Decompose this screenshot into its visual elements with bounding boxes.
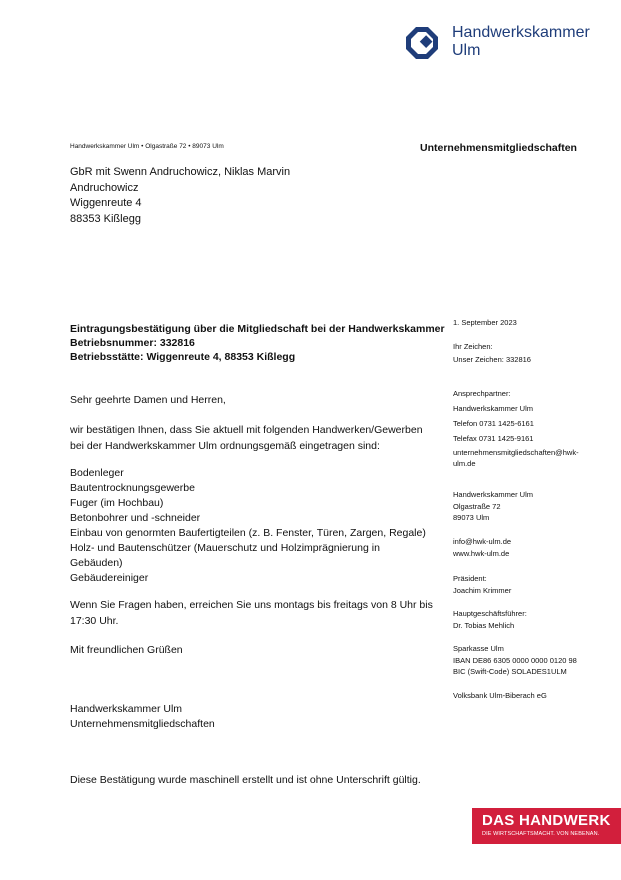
hwk-octagon-logo-icon	[406, 27, 438, 59]
organisation-logo-text	[452, 24, 590, 60]
subject-block	[70, 322, 445, 364]
logo-line-2: Ulm	[452, 42, 481, 59]
president-block	[453, 573, 613, 596]
subject-title: Eintragungsbestätigung über die Mitgliedschaft bei der Handwerkskammer	[70, 323, 445, 335]
recipient-line-1: GbR mit Swenn Andruchowicz, Niklas Marvin	[70, 166, 291, 178]
signature-organisation: Handwerkskammer Ulm	[70, 703, 183, 715]
trades-list	[70, 466, 435, 586]
business-number: Betriebsnummer: 332816	[70, 337, 195, 349]
address-street: Olgastraße 72	[453, 501, 501, 511]
address-city: 89073 Ulm	[453, 513, 490, 522]
general-email-link[interactable]: info@hwk-ulm.de	[453, 537, 512, 546]
trade-item: Einbau von genormten Baufertigteilen (z. B. Fenster, Türen, Zargen, Regale)	[70, 527, 426, 539]
closing: Mit freundlichen Grüßen	[70, 644, 183, 656]
trade-item: Betonbohrer und -schneider	[70, 512, 201, 524]
address-block	[453, 489, 613, 524]
contact-email-line-2: ulm.de	[453, 459, 476, 468]
website-link[interactable]: www.hwk-ulm.de	[453, 548, 510, 558]
das-handwerk-badge	[472, 808, 621, 844]
sender-address-line: Handwerkskammer Ulm • Olgastraße 72 • 89073 Ulm	[70, 143, 224, 150]
contact-fax: Telefax 0731 1425-9161	[453, 434, 534, 443]
contact-hours-paragraph: Wenn Sie Fragen haben, erreichen Sie uns montags bis freitags von 8 Uhr bis 17:30 Uhr.	[70, 599, 433, 627]
ceo-label: Hauptgeschäftsführer:	[453, 609, 527, 618]
trade-item: Gebäudereiniger	[70, 572, 149, 584]
intro-paragraph: wir bestätigen Ihnen, dass Sie aktuell mit folgenden Handwerken/Gewerben bei der Handwerkskammer Ulm ordnungsgemäß eingetragen sind:	[70, 424, 423, 452]
bank-name: Sparkasse Ulm	[453, 644, 504, 653]
letter-date: 1. September 2023	[453, 318, 517, 327]
recipient-line-2: Andruchowicz	[70, 181, 139, 194]
recipient-line-4: 88353 Kißlegg	[70, 212, 141, 225]
logo-line-1: Handwerkskammer	[452, 24, 590, 41]
address-organisation: Handwerkskammer Ulm	[453, 490, 534, 499]
trade-item: Bodenleger	[70, 467, 124, 479]
contact-block	[453, 387, 613, 469]
trade-item: Holz- und Bautenschützer (Mauerschutz und Holzimprägnierung in Gebäuden)	[70, 542, 380, 569]
contact-email-line-1: unternehmensmitgliedschaften@hwk-	[453, 448, 579, 457]
president-label: Präsident:	[453, 574, 487, 583]
bank-bic: BIC (Swift-Code) SOLADES1ULM	[453, 667, 567, 676]
badge-title: DAS HANDWERK	[482, 812, 611, 829]
contact-email[interactable]	[453, 447, 613, 469]
bank-block	[453, 643, 613, 678]
signature-department: Unternehmensmitgliedschaften	[70, 718, 215, 730]
our-reference: Unser Zeichen: 332816	[453, 355, 531, 364]
machine-generated-note: Diese Bestätigung wurde maschinell erstellt und ist ohne Unterschrift gültig.	[70, 774, 421, 786]
contact-label: Ansprechpartner:	[453, 389, 511, 398]
second-bank-name: Volksbank Ulm-Biberach eG	[453, 691, 547, 700]
reference-block	[453, 340, 613, 366]
salutation: Sehr geehrte Damen und Herren,	[70, 394, 226, 406]
your-reference: Ihr Zeichen:	[453, 342, 493, 351]
badge-subtitle: DIE WIRTSCHAFTSMACHT. VON NEBENAN.	[482, 831, 600, 837]
contact-phone: Telefon 0731 1425-6161	[453, 419, 534, 428]
ceo-name: Dr. Tobias Mehlich	[453, 620, 515, 630]
web-contact-block	[453, 536, 613, 559]
president-name: Joachim Krimmer	[453, 585, 512, 595]
department-heading: Unternehmensmitgliedschaften	[420, 142, 577, 154]
recipient-line-3: Wiggenreute 4	[70, 197, 142, 209]
trade-item: Fuger (im Hochbau)	[70, 497, 164, 509]
contact-organisation: Handwerkskammer Ulm	[453, 404, 534, 413]
trade-item: Bautentrocknungsgewerbe	[70, 482, 195, 494]
recipient-address	[70, 165, 290, 227]
bank-iban: IBAN DE86 6305 0000 0000 0120 98	[453, 655, 577, 665]
business-location: Betriebsstätte: Wiggenreute 4, 88353 Kißlegg	[70, 351, 296, 363]
ceo-block	[453, 608, 613, 631]
